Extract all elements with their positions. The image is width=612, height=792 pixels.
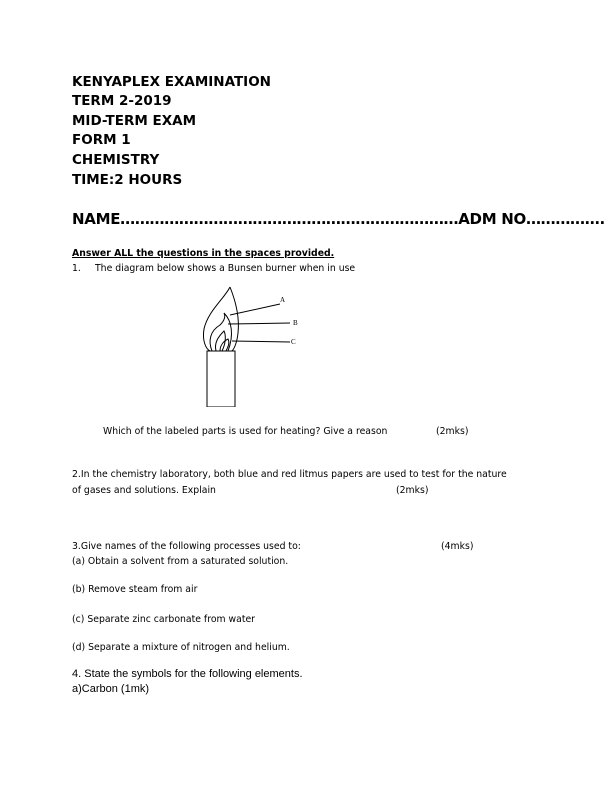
q4-part-a: a)Carbon (1mk) — [72, 683, 150, 695]
subject-label: CHEMISTRY — [72, 152, 160, 168]
exam-label: MID-TERM EXAM — [72, 113, 197, 129]
q2-line2: of gases and solutions. Explain — [72, 485, 216, 496]
label-c: C — [291, 338, 296, 346]
q1-question: Which of the labeled parts is used for heating? Give a reason — [103, 426, 388, 437]
time-label: TIME:2 HOURS — [72, 172, 183, 188]
q2-marks: (2mks) — [396, 485, 429, 496]
q3-part-c: (c) Separate zinc carbonate from water — [72, 614, 256, 625]
q1-marks: (2mks) — [436, 426, 469, 437]
form-label: FORM 1 — [72, 132, 131, 148]
q4-text: 4. State the symbols for the following elements. — [72, 668, 303, 680]
q3-text: 3.Give names of the following processes used to: — [72, 541, 301, 552]
instruction: Answer ALL the questions in the spaces provided. — [72, 248, 335, 259]
q1-number: 1. — [72, 263, 81, 274]
label-b: B — [293, 319, 298, 327]
name-adm-line: NAME……………………………………………………………ADM NO……………. — [72, 210, 605, 228]
term-label: TERM 2-2019 — [72, 93, 172, 109]
q3-part-a: (a) Obtain a solvent from a saturated solution. — [72, 556, 289, 567]
q1-text: The diagram below shows a Bunsen burner when in use — [95, 263, 356, 274]
school-title: KENYAPLEX EXAMINATION — [72, 74, 271, 90]
label-a: A — [280, 296, 286, 304]
q2-line1: 2.In the chemistry laboratory, both blue and red litmus papers are used to test for the nature — [72, 469, 507, 480]
bunsen-burner-diagram — [190, 285, 320, 407]
q3-part-d: (d) Separate a mixture of nitrogen and helium. — [72, 642, 290, 653]
q3-part-b: (b) Remove steam from air — [72, 584, 198, 595]
q3-marks: (4mks) — [441, 541, 474, 552]
